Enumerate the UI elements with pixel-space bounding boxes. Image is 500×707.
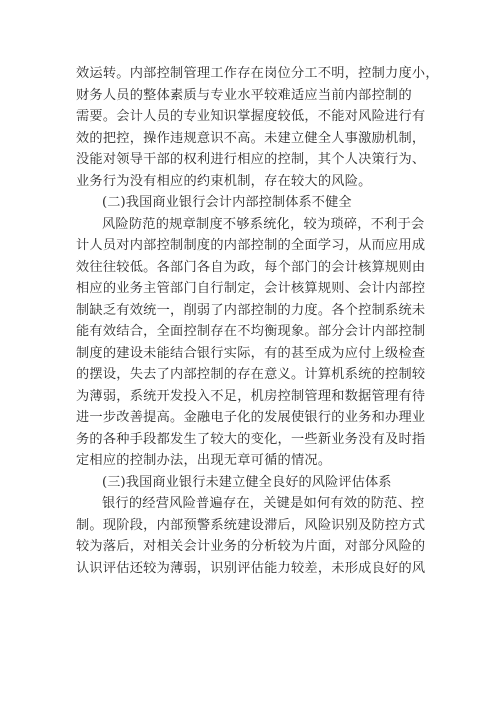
paragraph-line: 进一步改善提高。金融电子化的发展使银行的业务和办理业 <box>76 410 426 425</box>
paragraph-line: 制度的建设未能结合银行实际，有的甚至成为应付上级检查 <box>76 345 426 361</box>
paragraph-line: 效的把控，操作违规意识不高。未建立健全人事激励机制， <box>76 130 426 146</box>
paragraph-first-line: 银行的经营风险普遍存在，关键是如何有效的防范、控 <box>102 496 425 511</box>
paragraph-line: 为薄弱，系统开发投入不足，机房控制管理和数据管理有待 <box>76 388 426 404</box>
paragraph-line: 效运转。内部控制管理工作存在岗位分工不明，控制力度小， <box>76 66 439 81</box>
paragraph-line: 财务人员的整体素质与专业水平较难适应当前内部控制的 <box>76 87 412 103</box>
paragraph-line: 较为落后，对相关会计业务的分析较为片面，对部分风险的 <box>76 539 426 554</box>
paragraph-line: 没能对领导干部的权利进行相应的控制，其个人决策行为、 <box>76 152 426 167</box>
paragraph-line: 相应的业务主管部门自行制定，会计核算规则、会计内部控 <box>76 281 426 296</box>
paragraph-line: 认识评估还较为薄弱，识别评估能力较差，未形成良好的风 <box>76 560 426 576</box>
paragraph-line: 需要。会计人员的专业知识掌握度较低，不能对风险进行有 <box>76 109 426 124</box>
paragraph-line: 业务行为没有相应的约束机制，存在较大的风险。 <box>76 173 372 189</box>
section-heading-2: (二)我国商业银行会计内部控制体系不健全 <box>102 195 352 210</box>
paragraph-line: 效往往较低。各部门各自为政，每个部门的会计核算规则由 <box>76 259 426 275</box>
document-body <box>76 63 439 579</box>
paragraph-line: 的摆设，失去了内部控制的存在意义。计算机系统的控制较 <box>76 367 426 382</box>
paragraph-line: 务的各种手段都发生了较大的变化，一些新业务没有及时指 <box>76 431 426 447</box>
section-heading-3: (三)我国商业银行未建立健全良好的风险评估体系 <box>102 474 392 490</box>
paragraph-line: 制。现阶段，内部预警系统建设滞后，风险识别及防控方式 <box>76 517 426 533</box>
paragraph-line: 计人员对内部控制制度的内部控制的全面学习，从而应用成 <box>76 238 426 253</box>
paragraph-line: 定相应的控制办法，出现无章可循的情况。 <box>76 453 332 468</box>
paragraph-line: 能有效结合，全面控制存在不均衡现象。部分会计内部控制 <box>76 324 426 339</box>
paragraph-line: 制缺乏有效统一，削弱了内部控制的力度。各个控制系统未 <box>76 302 426 318</box>
paragraph-first-line: 风险防范的规章制度不够系统化，较为琐碎，不利于会 <box>102 216 425 232</box>
